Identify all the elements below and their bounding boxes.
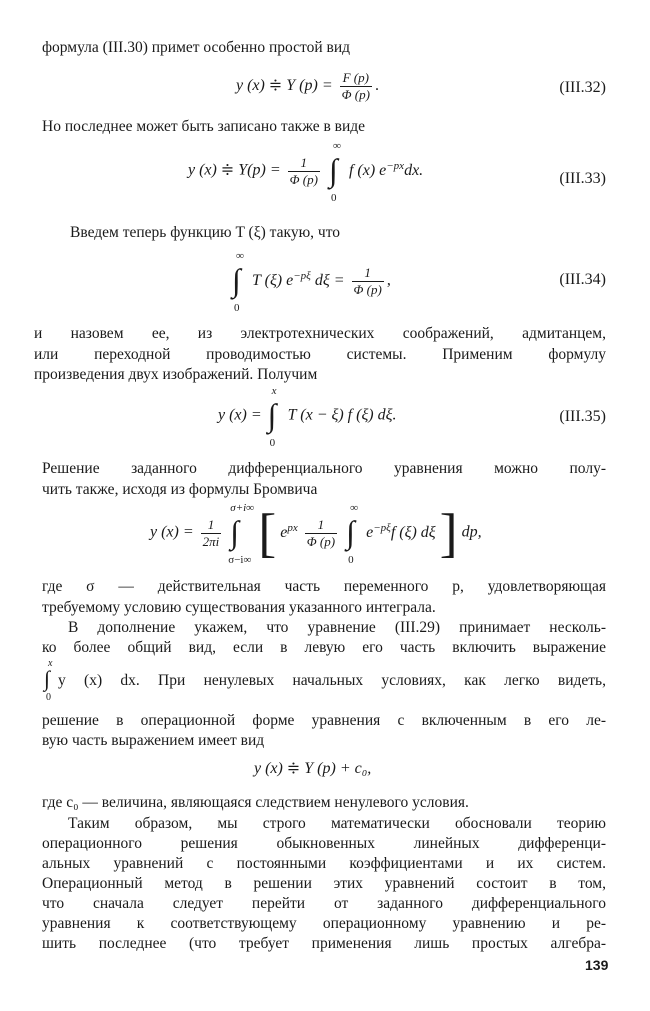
equation-iii-33 [188, 140, 424, 204]
text-line: где σ — действительная часть переменного p, удовлетворяющая [42, 578, 606, 595]
text-line: Но последнее может быть записано также в виде [42, 118, 366, 135]
equation-iii-34 [230, 250, 391, 314]
numerator: 1 [317, 516, 325, 532]
upper-limit: x [48, 658, 53, 669]
equation-bromwich [150, 502, 482, 566]
text-line: произведения двух изображений. Получим [34, 366, 318, 383]
text-line: Введем теперь функцию T (ξ) такую, что [70, 224, 341, 241]
fraction [352, 265, 384, 298]
upper-limit: ∞ [332, 140, 341, 152]
equation-number: (III.32) [559, 79, 606, 96]
upper-limit: ∞ [236, 250, 244, 262]
equation-number: (III.35) [559, 408, 606, 425]
numerator: F (p) [342, 70, 369, 85]
denominator: Φ (p) [353, 281, 382, 297]
eq-lhs: y (x) ≑ Y (p) = [236, 77, 333, 95]
punct: , [386, 271, 391, 289]
equation-number: (III.33) [559, 170, 606, 187]
upper-limit: ∞ [350, 502, 358, 514]
left-bracket: [ [258, 503, 277, 563]
eq-lhs: y (x) = [150, 523, 194, 541]
lower-limit: 0 [330, 192, 337, 204]
text-line: В дополнение укажем, что уравнение (III.29) принимает несколь- [68, 619, 606, 636]
upper-limit: x [271, 385, 277, 397]
text-line: ко более общий вид, если в левую его часть включить выражение [42, 639, 606, 656]
text-line: y (x) dx. При ненулевых начальных условиях, как легко видеть, [58, 672, 606, 689]
punct: dp, [461, 523, 482, 541]
text-line: формула (III.30) примет особенно простой вид [42, 39, 351, 56]
fraction [340, 70, 372, 103]
text-line: чить также, исходя из формулы Бромвича [42, 481, 318, 498]
lower-limit: 0 [348, 554, 354, 566]
integral-sign: ∞ ∫ 0 [346, 502, 358, 566]
integrand: T (x − ξ) f (ξ) dξ. [287, 406, 397, 424]
numerator: 1 [364, 264, 371, 280]
denominator: Φ (p) [289, 171, 318, 187]
text-line: Операционный метод в решении этих уравнений состоит в том, [42, 875, 606, 892]
eq-lhs: y (x) = [218, 406, 262, 424]
lower-limit: 0 [269, 437, 276, 449]
integral-sign: x ∫ 0 [267, 385, 277, 449]
lower-limit: 0 [46, 692, 51, 703]
inline-integral: x ∫ 0 [44, 658, 53, 703]
fraction [201, 517, 222, 550]
integrand: f (x) $e^{-px}dx$. [348, 159, 424, 179]
text-line: операционного решения обыкновенных линейных дифференци- [42, 835, 606, 852]
exp-term: $e^{px}$ [280, 521, 298, 541]
right-bracket: ] [439, 503, 458, 563]
text-line: и назовем ее, из электротехнических соображений, адмитанцем, [34, 325, 606, 342]
text-line: вую часть выражением имеет вид [42, 732, 265, 749]
upper-limit: σ+i∞ [230, 502, 255, 514]
denominator: Φ (p) [306, 533, 336, 549]
integral-sign: ∞ ∫ 0 [232, 250, 244, 314]
fraction [305, 517, 337, 550]
text-line: Таким образом, мы строго математически обосновали теорию [68, 815, 606, 832]
integrand: $e^{-p\xi}f$ (ξ) dξ [366, 521, 436, 541]
equation-iii-32 [236, 70, 379, 103]
page-number: 139 [585, 957, 609, 973]
lower-limit: 0 [234, 302, 240, 314]
integral-sign: ∞ ∫ 0 [328, 140, 341, 204]
equation-number: (III.34) [559, 271, 606, 288]
text-line: решение в операционной форме уравнения с включенным в его ле- [42, 712, 606, 729]
text-line: где c₀ — величина, являющаяся следствием ненулевого условия. [42, 794, 469, 811]
text-line: уравнения к соответствующему операционному уравнению и ре- [42, 915, 606, 932]
fraction [288, 155, 320, 188]
text-line: альных уравнений с постоянными коэффициентами и их систем. [42, 855, 606, 872]
text-line: шить последнее (что требует применения лишь простых алгебра- [42, 935, 606, 952]
denominator: Φ (p) [341, 87, 370, 102]
integrand: T (ξ) $e^{-p\xi}$ dξ = [252, 269, 345, 289]
numerator: 1 [207, 516, 215, 532]
integral-sign: σ+i∞ ∫ σ−i∞ [228, 502, 255, 566]
denominator: 2πi [202, 533, 220, 549]
equation-iii-35 [218, 385, 397, 449]
equation-c0: y (x) ≑ Y (p) + c₀, [254, 760, 372, 777]
text-line: или переходной проводимостью системы. Применим формулу [34, 346, 606, 363]
lower-limit: σ−i∞ [228, 554, 252, 566]
text-line: что сначала следует перейти от заданного дифференциального [42, 895, 606, 912]
punct: . [374, 77, 379, 95]
text-line: требуемому условию существования указанного интеграла. [42, 599, 436, 616]
text-line: Решение заданного дифференциального уравнения можно полу- [42, 460, 606, 477]
numerator: 1 [300, 154, 308, 170]
eq-lhs: y (x) ≑ Y(p) = [188, 161, 281, 179]
